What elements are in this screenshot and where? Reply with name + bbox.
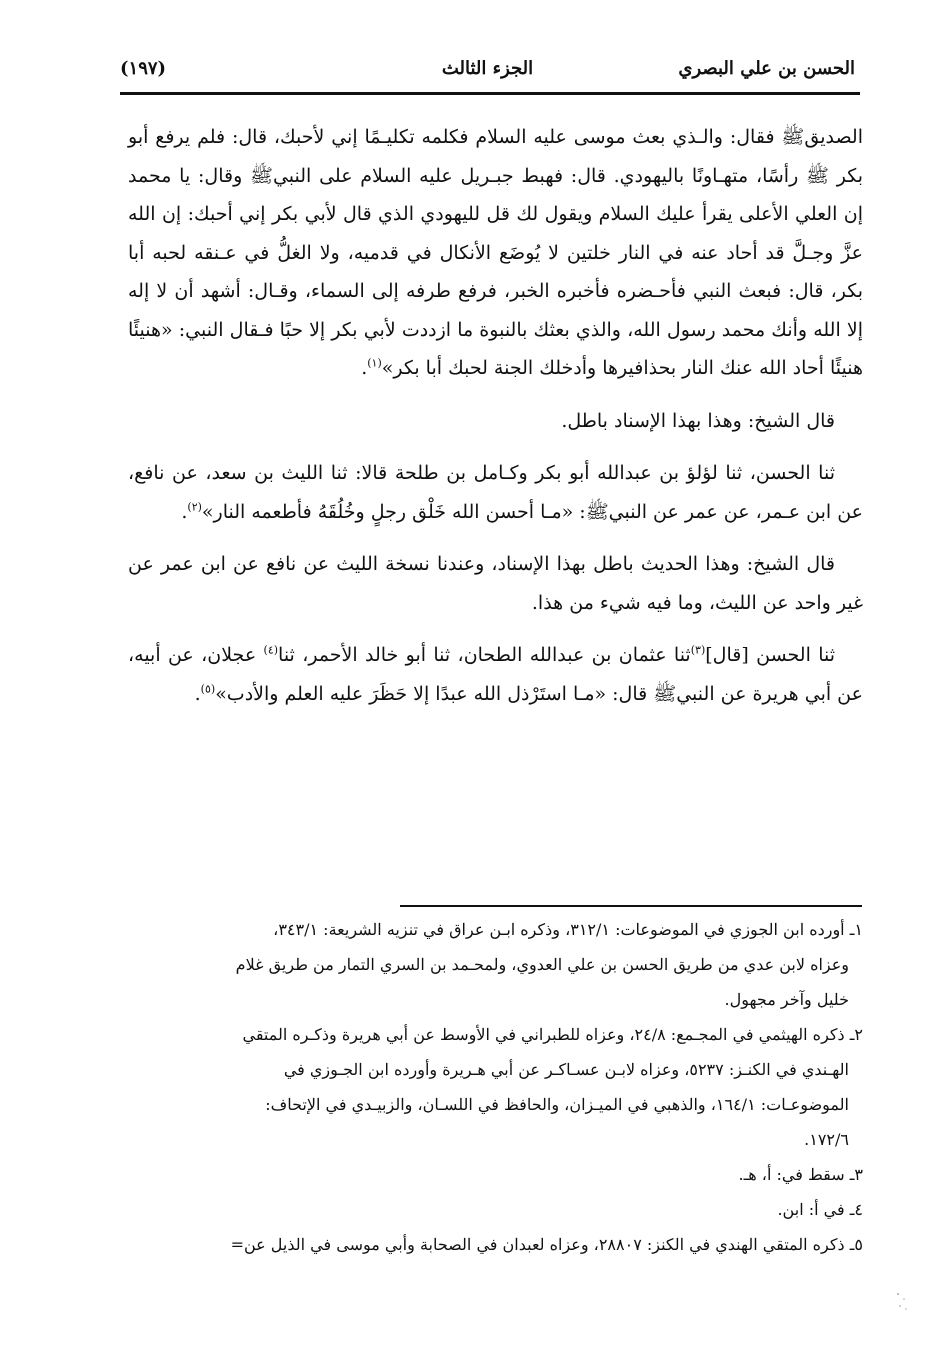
paragraph-4 xyxy=(128,545,863,622)
header-rule xyxy=(120,92,860,95)
footnote-ref: (٥) xyxy=(200,682,216,696)
paragraph-text: قال الشيخ: وهذا بهذا الإسناد باطل. xyxy=(561,409,835,432)
paragraph-tail: . xyxy=(181,500,188,523)
paragraph-text: الصديقﷺ فقال: والـذي بعث موسى عليه السلام فكلمه تكليـمًا إني لأحبك، قال: فلم يرفع أبو بكر ﷺ رأسًا، متهـاونًا باليهودي. قال: فهبط جبـريل عليه السلام على النبيﷺ وقال: يا محمد إن العلي الأعلى يقرأ عليك السلام ويقول لك قل لليهودي الذي قال لأبي بكر إني أحبك: إن الله عزَّ وجـلَّ قد أحاد عنه في النار خلتين لا يُوضَع الأنكال في قدميه، ولا الغلُّ في عـنقه لحبه أبا بكر، قال: فبعث النبي فأحـضره فأخبره الخبر، فرفع طرفه إلى السماء، وقـال: أشهد أن لا إله إلا الله وأنك محمد رسول الله، والذي بعثك بالنبوة ما ازددت لأبي بكر إلا حبًا فـقال النبي: «هنيئًا هنيئًا أحاد الله عنك النار بحذافيرها وأدخلك الجنة لحبك أبا بكر» xyxy=(128,126,863,379)
footnote-ref: (٣) xyxy=(690,643,706,657)
paragraph-1 xyxy=(128,118,863,388)
main-text xyxy=(128,118,863,713)
paragraph-text: ثنا عثمان بن عبدالله الطحان، ثنا أبو خالد الأحمر، ثنا xyxy=(278,644,691,666)
author-title: الحسن بن علي البصري xyxy=(678,58,855,79)
page-number: (١٩٧) xyxy=(120,58,167,79)
paragraph-tail: . xyxy=(194,682,201,705)
footnote-2 xyxy=(123,1017,863,1157)
paragraph-2 xyxy=(128,402,863,441)
footnote-ref: (٢) xyxy=(187,500,202,514)
footnote-rule xyxy=(400,905,862,907)
footnote-4 xyxy=(123,1192,863,1227)
paragraph-text: ثنا الحسن، ثنا لؤلؤ بن عبدالله أبو بكر وكـامل بن طلحة قالا: ثنا الليث بن سعد، عن نافع، عن ابن عـمر، عن عمر عن النبيﷺ: «مـا أحسن الله خَلْق رجلٍ وخُلُقَهُ فأطعمه النار» xyxy=(128,462,863,523)
footnote-line: وعزاه لابن عدي من طريق الحسن بن علي العدوي، ولمحـمد بن السري التمار من طريق غلام xyxy=(235,955,849,974)
footnote-1 xyxy=(123,912,863,1017)
footnote-line: ١ـ أورده ابن الجوزي في الموضوعات: ٣١٢/١، وذكره ابـن عراق في تنزيه الشريعة: ٣٤٣/١، xyxy=(273,920,863,939)
footnote-ref: (٤) xyxy=(263,643,279,657)
footnote-line: ٢ـ ذكره الهيثمي في المجـمع: ٢٤/٨، وعزاه للطبراني في الأوسط عن أبي هريرة وذكـره المتقي xyxy=(242,1025,863,1044)
scan-speck xyxy=(895,1290,909,1312)
footnote-line: ١٧٢/٦. xyxy=(804,1130,849,1149)
footnote-line: الهـندي في الكنـز: ٥٢٣٧، وعزاه لابـن عسـاكـر عن أبي هـريرة وأورده ابن الجـوزي في xyxy=(283,1060,849,1079)
paragraph-tail: . xyxy=(361,357,368,379)
footnote-line: ٥ـ ذكره المتقي الهندي في الكنز: ٢٨٨٠٧، وعزاه لعبدان في الصحابة وأبي موسى في الذيل عن= xyxy=(230,1235,863,1254)
footnote-line: ٣ـ سقط في: أ، هـ. xyxy=(738,1165,863,1184)
footnote-line: خليل وآخر مجهول. xyxy=(724,990,849,1009)
footnote-ref: (١) xyxy=(367,356,382,370)
paragraph-text: قال الشيخ: وهذا الحديث باطل بهذا الإسناد، وعندنا نسخة الليث عن نافع عن ابن عمر عن غير واحد عن الليث، وما فيه شيء من هذا. xyxy=(128,553,863,614)
paragraph-text: ثنا الحسن [قال] xyxy=(705,644,836,666)
paragraph-text: عجلان، عن أبيه، عن أبي هريرة عن النبيﷺ قال: «مـا استَرْذل الله عبدًا إلا حَظَرَ عليه العلم والأدب» xyxy=(128,644,863,705)
running-header xyxy=(120,52,855,92)
paragraph-5 xyxy=(128,636,863,713)
footnote-3 xyxy=(123,1157,863,1192)
paragraph-3 xyxy=(128,454,863,531)
footnote-line: ٤ـ في أ: ابن. xyxy=(777,1200,863,1219)
volume-title: الجزء الثالث xyxy=(441,58,534,79)
footnote-line: الموضوعـات: ١٦٤/١، والذهبي في الميـزان، والحافظ في اللسـان، والزبيـدي في الإتحاف: xyxy=(265,1095,849,1114)
footnote-5 xyxy=(123,1227,863,1262)
footnotes xyxy=(123,912,863,1262)
